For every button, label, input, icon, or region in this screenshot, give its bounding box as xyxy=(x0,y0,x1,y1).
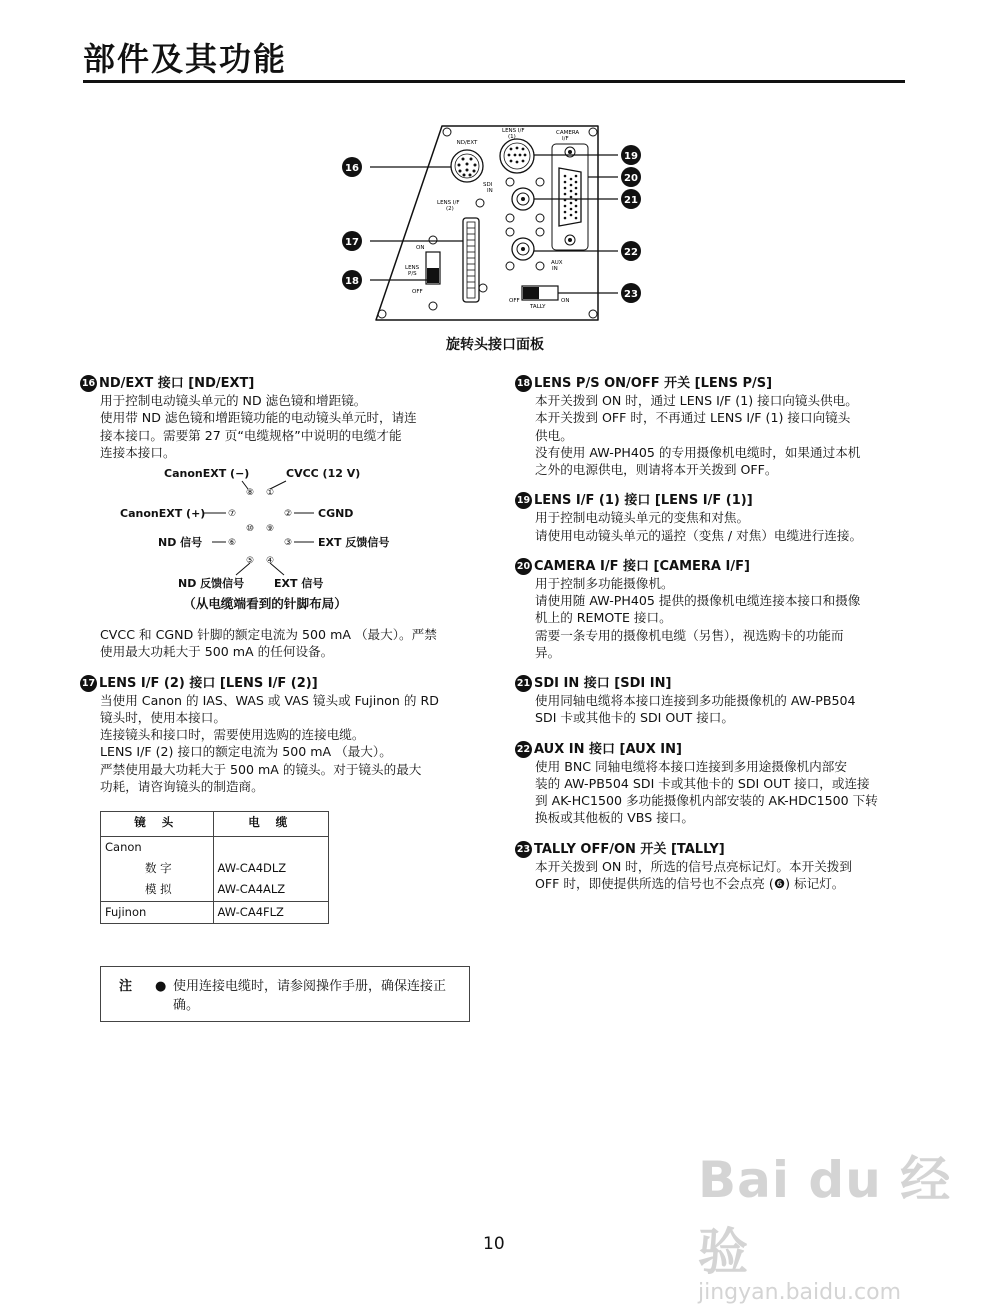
sdi-in-label: SDI xyxy=(483,182,493,188)
paragraph-line: 镜头时，使用本接口。 xyxy=(100,710,226,726)
pin-label-ext-signal: EXT 信号 xyxy=(274,577,324,591)
pin-4: ④ xyxy=(265,556,275,567)
pinout-caption: （从电缆端看到的针脚布局） xyxy=(183,596,347,612)
pin-9: ⑨ xyxy=(265,524,275,535)
section-number-badge: 18 xyxy=(515,375,532,392)
watermark-brand: Bai du 经验 xyxy=(698,1151,952,1281)
paragraph-line: 功耗，请咨询镜头的制造商。 xyxy=(100,778,264,794)
section-17 xyxy=(80,675,475,924)
section-number-badge: 19 xyxy=(515,492,532,509)
paragraph-line: 本开关拨到 ON 时，所选的信号点亮标记灯。本开关拨到 xyxy=(535,858,852,874)
section-title: LENS I/F (1) 接口 [LENS I/F (1)] xyxy=(534,493,753,509)
paragraph-line: 用于控制多功能摄像机。 xyxy=(535,576,674,592)
pin-3: ③ xyxy=(283,538,293,549)
svg-text:(2): (2) xyxy=(446,206,454,212)
baidu-watermark xyxy=(698,1140,987,1305)
nd-ext-connector xyxy=(451,150,483,182)
pin-8: ⑧ xyxy=(245,488,255,499)
svg-text:(1): (1) xyxy=(508,134,516,140)
note-text: 使用连接电缆时，请参阅操作手册，确保连接正确。 xyxy=(173,979,447,1013)
lens-ps-off-label: OFF xyxy=(412,289,423,295)
svg-text:IN: IN xyxy=(487,188,493,194)
paragraph-line: 使用 BNC 同轴电缆将本接口连接到多用途摄像机内部安 xyxy=(535,758,847,774)
section-title: TALLY OFF/ON 开关 [TALLY] xyxy=(534,841,725,857)
section-title: LENS I/F (2) 接口 [LENS I/F (2)] xyxy=(99,675,318,691)
right-column xyxy=(515,375,915,906)
section-title: AUX IN 接口 [AUX IN] xyxy=(534,741,682,757)
svg-text:22: 22 xyxy=(624,247,638,258)
section-16 xyxy=(80,375,475,661)
pin-label-cgnd: CGND xyxy=(318,507,354,521)
left-column xyxy=(80,375,475,938)
page-number: 10 xyxy=(483,1234,505,1254)
section-title: SDI IN 接口 [SDI IN] xyxy=(534,676,672,692)
paragraph-line: 用于控制电动镜头单元的变焦和对焦。 xyxy=(535,510,750,526)
connector-panel-diagram xyxy=(330,120,660,330)
paragraph-line: 请使用电动镜头单元的遥控（变焦 / 对焦）电缆进行连接。 xyxy=(535,527,863,543)
svg-text:P/S: P/S xyxy=(408,271,417,277)
section-title: CAMERA I/F 接口 [CAMERA I/F] xyxy=(534,558,750,574)
svg-text:16: 16 xyxy=(345,163,359,174)
section-number-badge: 17 xyxy=(80,675,97,692)
title-rule xyxy=(83,80,905,83)
note-box xyxy=(100,966,470,1022)
page-title: 部件及其功能 xyxy=(83,40,288,78)
paragraph-line: 需要一条专用的摄像机电缆（另售），视选购卡的功能而 xyxy=(535,627,844,643)
section-21 xyxy=(515,675,915,727)
section-number-badge: 20 xyxy=(515,558,532,575)
paragraph-line: CVCC 和 CGND 针脚的额定电流为 500 mA （最大）。严禁 xyxy=(100,627,437,643)
section-22 xyxy=(515,741,915,827)
table-row: 数 字 AW-CA4DLZ xyxy=(101,858,329,879)
svg-text:21: 21 xyxy=(624,195,638,206)
pin-1: ① xyxy=(265,488,275,499)
pin-label-canon-ext-plus: CanonEXT (+) xyxy=(120,507,206,521)
section-number-badge: 22 xyxy=(515,741,532,758)
pin-6: ⑥ xyxy=(227,538,237,549)
paragraph-line: OFF 时，即使提供所选的信号也不会点亮 (❻) 标记灯。 xyxy=(535,876,845,892)
pin-label-nd-signal: ND 信号 xyxy=(158,536,203,550)
table-row: 模 拟 AW-CA4ALZ xyxy=(101,879,329,901)
paragraph-line: LENS I/F (2) 接口的额定电流为 500 mA （最大）。 xyxy=(100,744,392,760)
section-number-badge: 23 xyxy=(515,841,532,858)
svg-text:I/F: I/F xyxy=(562,136,569,142)
nd-ext-label: ND/EXT xyxy=(456,140,478,146)
section-20 xyxy=(515,558,915,661)
paragraph-line: 机上的 REMOTE 接口。 xyxy=(535,610,672,626)
lens-if-1-connector xyxy=(500,139,534,173)
paragraph-line: 用于控制电动镜头单元的 ND 滤色镜和增距镜。 xyxy=(100,393,367,409)
lens-if-1-label: LENS I/F xyxy=(502,128,525,134)
tally-label: TALLY xyxy=(530,304,546,310)
paragraph-line: 装的 AW-PB504 SDI 卡或其他卡的 SDI OUT 接口，或连接 xyxy=(535,776,870,792)
table-row: Fujinon AW-CA4FLZ xyxy=(101,901,329,923)
section-title: ND/EXT 接口 [ND/EXT] xyxy=(99,376,255,391)
aux-in-label: AUX xyxy=(551,260,563,266)
watermark-url: jingyan.baidu.com xyxy=(698,1280,902,1305)
paragraph-line: 本开关拨到 ON 时，通过 LENS I/F (1) 接口向镜头供电。 xyxy=(535,393,858,409)
lens-ps-label: LENS xyxy=(405,265,420,271)
paragraph-line: 异。 xyxy=(535,644,561,660)
pin-label-nd-feedback: ND 反馈信号 xyxy=(178,577,245,591)
svg-text:17: 17 xyxy=(345,237,359,248)
lens-cable-table xyxy=(100,811,329,924)
pin-label-ext-feedback: EXT 反馈信号 xyxy=(318,536,390,550)
paragraph-line: 当使用 Canon 的 IAS、WAS 或 VAS 镜头或 Fujinon 的 RD xyxy=(100,692,439,708)
paragraph-line: 到 AK-HC1500 多功能摄像机内部安装的 AK-HDC1500 下转 xyxy=(535,793,878,809)
table-header-cable: 电 缆 xyxy=(213,812,329,837)
paragraph-line: 供电。 xyxy=(535,427,573,443)
svg-text:23: 23 xyxy=(624,289,638,300)
note-label: 注 xyxy=(119,979,133,994)
tally-off-label: OFF xyxy=(509,298,520,304)
paragraph-line: 使用同轴电缆将本接口连接到多功能摄像机的 AW-PB504 xyxy=(535,693,856,709)
pin-label-canon-ext-minus: CanonEXT (−) xyxy=(164,467,250,481)
pin-label-cvcc: CVCC (12 V) xyxy=(286,467,361,481)
pin-7: ⑦ xyxy=(227,509,237,520)
paragraph-line: 接本接口。需要第 27 页“电缆规格”中说明的电缆才能 xyxy=(100,427,402,443)
tally-on-label: ON xyxy=(561,298,570,304)
paragraph-line: 使用最大功耗大于 500 mA 的任何设备。 xyxy=(100,644,334,660)
lens-ps-on-label: ON xyxy=(416,245,425,251)
section-18 xyxy=(515,375,915,478)
pin-10: ⑩ xyxy=(245,524,255,535)
pinout-diagram xyxy=(100,467,430,593)
section-title: LENS P/S ON/OFF 开关 [LENS P/S] xyxy=(534,376,773,391)
lens-if-2-connector xyxy=(463,218,479,302)
section-23 xyxy=(515,841,915,893)
table-row: Canon xyxy=(101,837,329,859)
svg-text:20: 20 xyxy=(624,173,638,184)
paragraph-line: 请使用随 AW-PH405 提供的摄像机电缆连接本接口和摄像 xyxy=(535,593,861,609)
paragraph-line: 严禁使用最大功耗大于 500 mA 的镜头。对于镜头的最大 xyxy=(100,761,422,777)
pin-5: ⑤ xyxy=(245,556,255,567)
camera-if-label: CAMERA xyxy=(556,130,580,136)
svg-text:IN: IN xyxy=(552,266,558,272)
paragraph-line: 换板或其他板的 VBS 接口。 xyxy=(535,810,694,826)
section-number-badge: 16 xyxy=(80,375,97,392)
paragraph-line: 连接镜头和接口时，需要使用选购的连接电缆。 xyxy=(100,727,365,743)
paragraph-line: 使用带 ND 滤色镜和增距镜功能的电动镜头单元时，请连 xyxy=(100,410,417,426)
paragraph-line: 之外的电源供电，则请将本开关拨到 OFF。 xyxy=(535,462,778,478)
paragraph-line: 本开关拨到 OFF 时，不再通过 LENS I/F (1) 接口向镜头 xyxy=(535,410,851,426)
svg-text:18: 18 xyxy=(345,276,359,287)
paragraph-line: 连接本接口。 xyxy=(100,444,176,460)
panel-caption: 旋转头接口面板 xyxy=(446,337,544,353)
screw-icon xyxy=(378,128,597,318)
section-number-badge: 21 xyxy=(515,675,532,692)
paragraph-line: 没有使用 AW-PH405 的专用摄像机电缆时，如果通过本机 xyxy=(535,444,861,460)
lens-if-2-label: LENS I/F xyxy=(437,200,460,206)
paragraph-line: SDI 卡或其他卡的 SDI OUT 接口。 xyxy=(535,710,734,726)
svg-text:19: 19 xyxy=(624,151,638,162)
pin-2: ② xyxy=(283,509,293,520)
bullet-icon: ● xyxy=(155,979,167,994)
section-19 xyxy=(515,492,915,544)
table-header-lens: 镜 头 xyxy=(101,812,214,837)
